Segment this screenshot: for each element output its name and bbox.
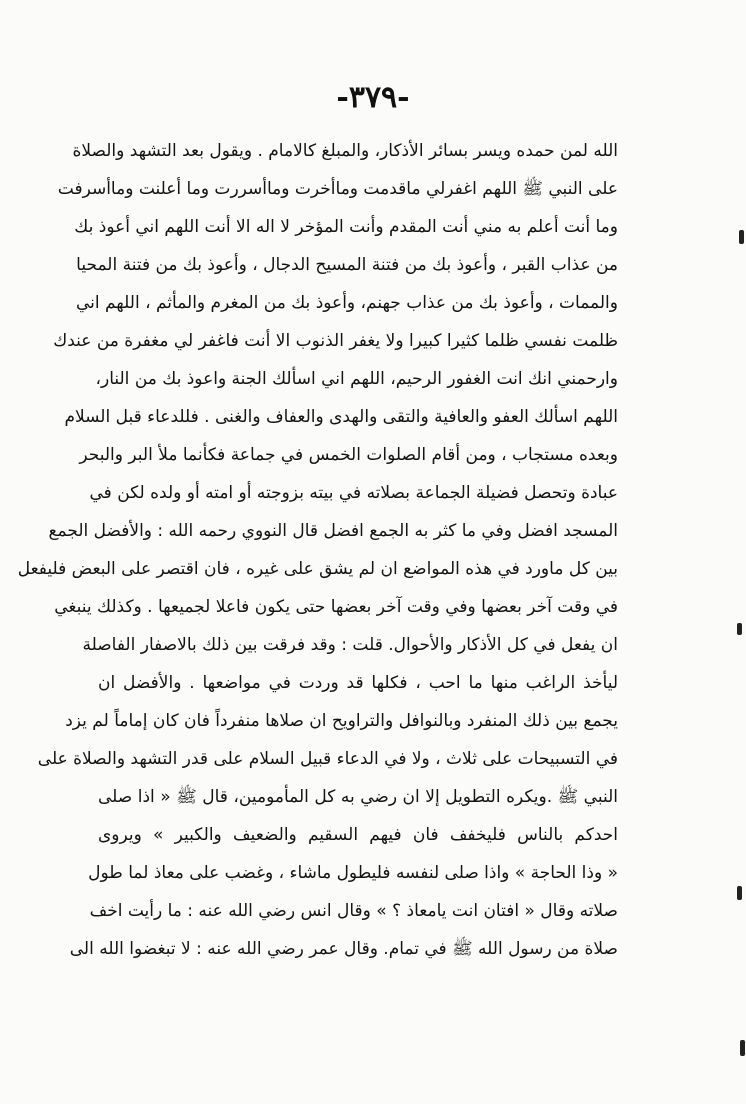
text-line-12: بين كل ماورد في هذه المواضع ان لم يشق على غيره ، فان اقتصر على البعض فليفعل [17, 559, 618, 579]
page-number: -٣٧٩- [336, 80, 410, 115]
text-line-20: « وذا الحاجة » واذا صلى لنفسه فليطول ماشاء ، وغضب على معاذ لما طول [88, 863, 618, 883]
text-line-10: عبادة وتحصل فضيلة الجماعة بصلاته في بيته بزوجته أو امته أو ولده لكن في [89, 483, 618, 503]
text-line-3: وما أنت أعلم به مني أنت المقدم وأنت المؤخر لا اله الا أنت اللهم اني أعوذ بك [74, 217, 618, 237]
margin-mark [739, 230, 744, 244]
text-line-4: من عذاب القبر ، وأعوذ بك من فتنة المسيح الدجال ، وأعوذ بك من فتنة المحيا [76, 255, 618, 275]
text-line-7: وارحمني انك انت الغفور الرحيم، اللهم اني اسألك الجنة واعوذ بك من النار، [95, 369, 618, 389]
margin-mark [737, 886, 742, 900]
text-line-17: في التسبيحات على ثلاث ، ولا في الدعاء قبيل السلام على قدر التشهد والصلاة على [37, 749, 618, 769]
margin-mark [740, 1040, 745, 1056]
text-line-16: يجمع بين ذلك المنفرد وبالنوافل والتراويح ان صلاها منفرداً فان كان إماماً لم يزد [65, 711, 618, 731]
text-line-2: على النبي ﷺ اللهم اغفرلي ماقدمت وماأخرت وماأسررت وما أعلنت وماأسرفت [57, 179, 618, 199]
text-line-13: في وقت آخر بعضها وفي وقت آخر بعضها حتى يكون فاعلا لجميعها . وكذلك ينبغي [54, 597, 618, 617]
text-line-1: الله لمن حمده ويسر بسائر الأذكار، والمبلغ كالامام . ويقول بعد التشهد والصلاة [72, 141, 618, 161]
text-line-11: المسجد افضل وفي ما كثر به الجمع افضل قال النووي رحمه الله : والأفضل الجمع [48, 521, 618, 541]
text-line-21: صلاته وقال « افتان انت يامعاذ ؟ » وقال انس رضي الله عنه : ما رأيت اخف [89, 901, 618, 921]
text-line-22: صلاة من رسول الله ﷺ في تمام. وقال عمر رضي الله عنه : لا تبغضوا الله الى [69, 939, 618, 959]
text-line-6: ظلمت نفسي ظلما كثيرا كبيرا ولا يغفر الذنوب الا أنت فاغفر لي مغفرة من عندك [53, 331, 618, 351]
text-line-8: اللهم اسألك العفو والعافية والتقى والهدى والعفاف والغنى . فللدعاء قبل السلام [64, 407, 618, 427]
margin-mark [737, 623, 742, 635]
text-line-15: ليأخذ الراغب منها ما احب ، فكلها قد وردت في مواضعها . والأفضل ان [98, 673, 618, 693]
text-line-14: ان يفعل في كل الأذكار والأحوال. قلت : وقد فرقت بين ذلك بالاصفار الفاصلة [82, 635, 618, 655]
text-line-5: والممات ، وأعوذ بك من عذاب جهنم، وأعوذ بك من المغرم والمأثم ، اللهم اني [75, 293, 618, 313]
text-line-18: النبي ﷺ .ويكره التطويل إلا ان رضي به كل المأمومين، قال ﷺ « اذا صلى [98, 787, 618, 807]
text-line-19: احدكم بالناس فليخفف فان فيهم السقيم والضعيف والكبير » ويروى [98, 825, 618, 845]
text-line-9: وبعده مستجاب ، ومن أقام الصلوات الخمس في جماعة فكأنما ملأ البر والبحر [79, 445, 618, 465]
